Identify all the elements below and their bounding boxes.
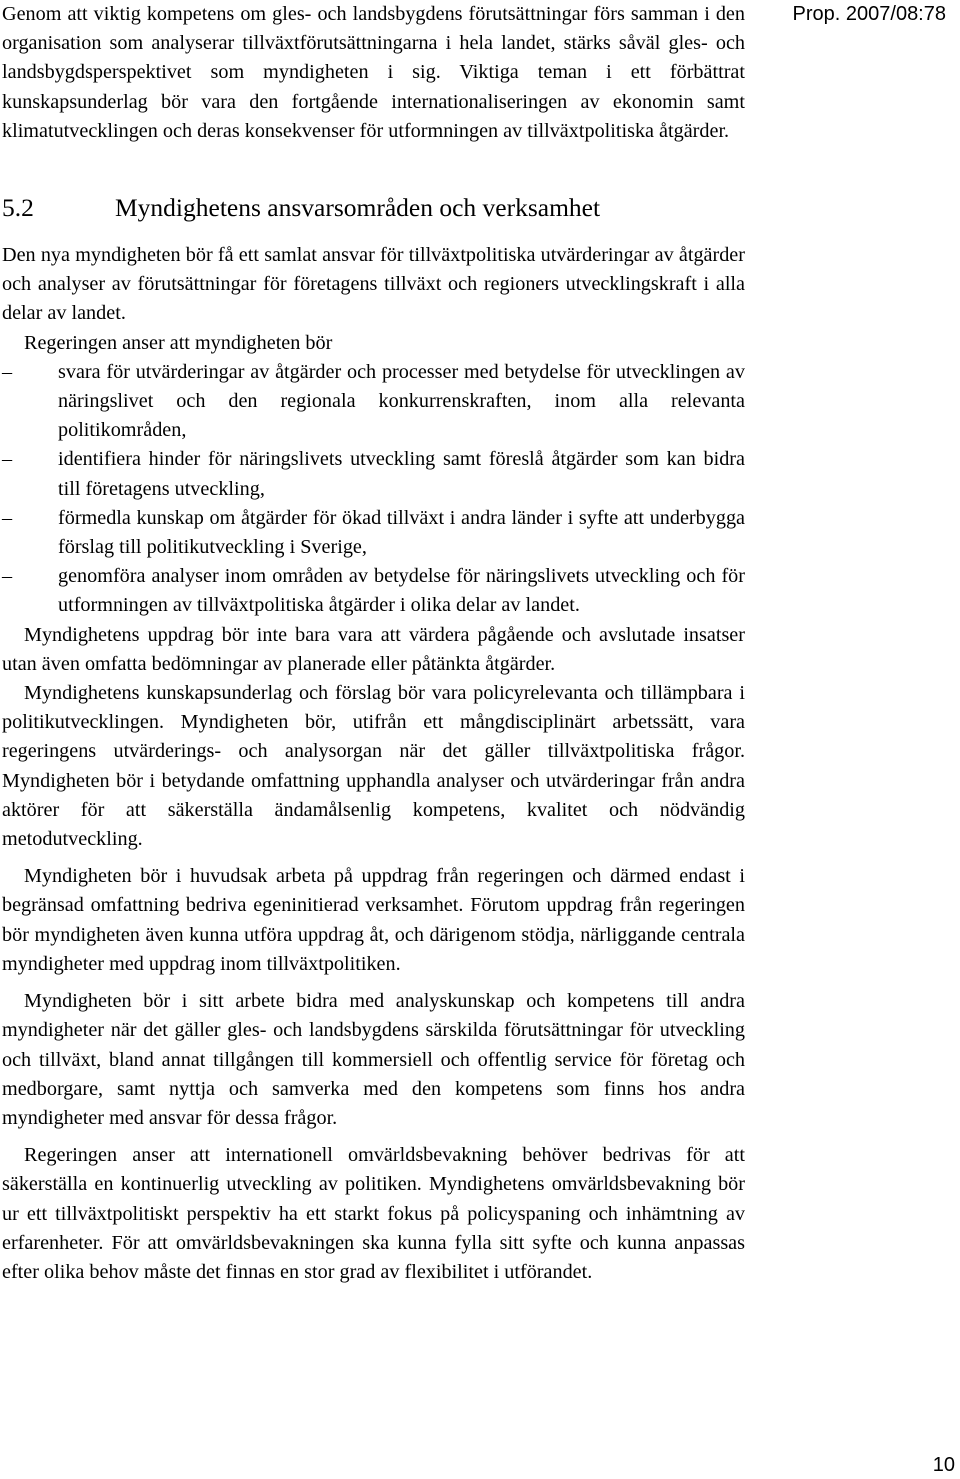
section-heading	[2, 192, 745, 224]
dash-marker: –	[2, 506, 13, 529]
paragraph-2: Regeringen anser att myndigheten bör	[24, 331, 333, 354]
dash-marker: –	[2, 565, 13, 588]
list-item-text: svara för utvärderingar av åtgärder och processer med betydelse för utvecklingen av näringslivet och den regionala konkurrenskraften, inom alla relevanta politikområden,	[58, 360, 745, 442]
document-reference: Prop. 2007/08:78	[792, 3, 946, 25]
section-number: 5.2	[2, 193, 34, 223]
paragraph-3: Myndighetens uppdrag bör inte bara vara att värdera pågående och avslutade insatser utan även omfatta bedömningar av planerade eller påtänkta åtgärder.	[2, 623, 745, 675]
dash-list	[2, 358, 745, 621]
list-item	[2, 358, 745, 446]
main-text-column	[2, 0, 745, 1287]
dash-marker: –	[2, 360, 13, 383]
paragraph-1: Den nya myndigheten bör få ett samlat ansvar för tillväxtpolitiska utvärderingar av åtgärder och analyser av förutsättningar för företagens tillväxt och regioners utvecklingskraft i alla delar av landet.	[2, 244, 745, 325]
section-title: Myndighetens ansvarsområden och verksamhet	[115, 193, 601, 223]
intro-paragraph: Genom att viktig kompetens om gles- och landsbygdens förutsättningar förs samman i den organisation som analyserar tillväxtförutsättningarna i hela landet, stärks såväl gles- och landsbygdsperspektivet som myndigheten i sig. Viktiga teman i ett förbättrat kunskapsunderlag bör vara den fortgående internationaliseringen av ekonomin samt klimatutvecklingen och deras konsekvenser för utformningen av tillväxtpolitiska åtgärder.	[2, 3, 745, 142]
dash-marker: –	[2, 448, 13, 471]
paragraph-7: Regeringen anser att internationell omvärldsbevakning behöver bedrivas för att säkerställa en kontinuerlig utveckling av politiken. Myndighetens omvärldsbevakning bör ur ett tillväxtpolitiskt perspektiv ha ett starkt fokus på policyspaning och inhämtning av erfarenheter. För att omvärldsbevakningen ska kunna fylla sitt syfte och kunna anpassas efter olika behov måste det finnas en stor grad av flexibilitet i utförandet.	[2, 1144, 745, 1283]
list-item	[2, 504, 745, 562]
paragraph-5: Myndigheten bör i huvudsak arbeta på uppdrag från regeringen och därmed endast i begränsad omfattning bedriva egeninitierad verksamhet. Förutom uppdrag från regeringen bör myndigheten även kunna utföra uppdrag åt, och därigenom stödja, närliggande centrala myndigheter med uppdrag inom tillväxtpolitiken.	[2, 865, 745, 975]
list-item	[2, 445, 745, 503]
list-item-text: identifiera hinder för näringslivets utveckling samt föreslå åtgärder som kan bidra till företagens utveckling,	[58, 448, 745, 500]
list-item	[2, 562, 745, 620]
page-number: 10	[932, 1454, 955, 1476]
list-item-text: förmedla kunskap om åtgärder för ökad tillväxt i andra länder i syfte att underbygga förslag till politikutveckling i Sverige,	[58, 506, 745, 559]
paragraph-4: Myndighetens kunskapsunderlag och förslag bör vara policyrelevanta och tillämpbara i politikutvecklingen. Myndigheten bör, utifrån ett mångdisciplinärt arbetssätt, vara regeringens utvärderings- och analysorgan när det gäller tillväxtpolitiska frågor. Myndigheten bör i betydande omfattning upphandla analyser och utvärderingar från andra aktörer för att säkerställa ändamålsenlig kompetens, kvalitet och nödvändig metodutveckling.	[2, 682, 745, 851]
list-item-text: genomföra analyser inom områden av betydelse för näringslivets utveckling och för utformningen av tillväxtpolitiska åtgärder i olika delar av landet.	[58, 565, 745, 617]
paragraph-6: Myndigheten bör i sitt arbete bidra med analyskunskap och kompetens till andra myndigheter när det gäller gles- och landsbygdens särskilda förutsättningar för utveckling och tillväxt, bland annat tillgången till kommersiell och offentlig service för företag och medborgare, samt nyttja och samverka med den kompetens som finns hos andra myndigheter med ansvar för dessa frågor.	[2, 990, 745, 1129]
